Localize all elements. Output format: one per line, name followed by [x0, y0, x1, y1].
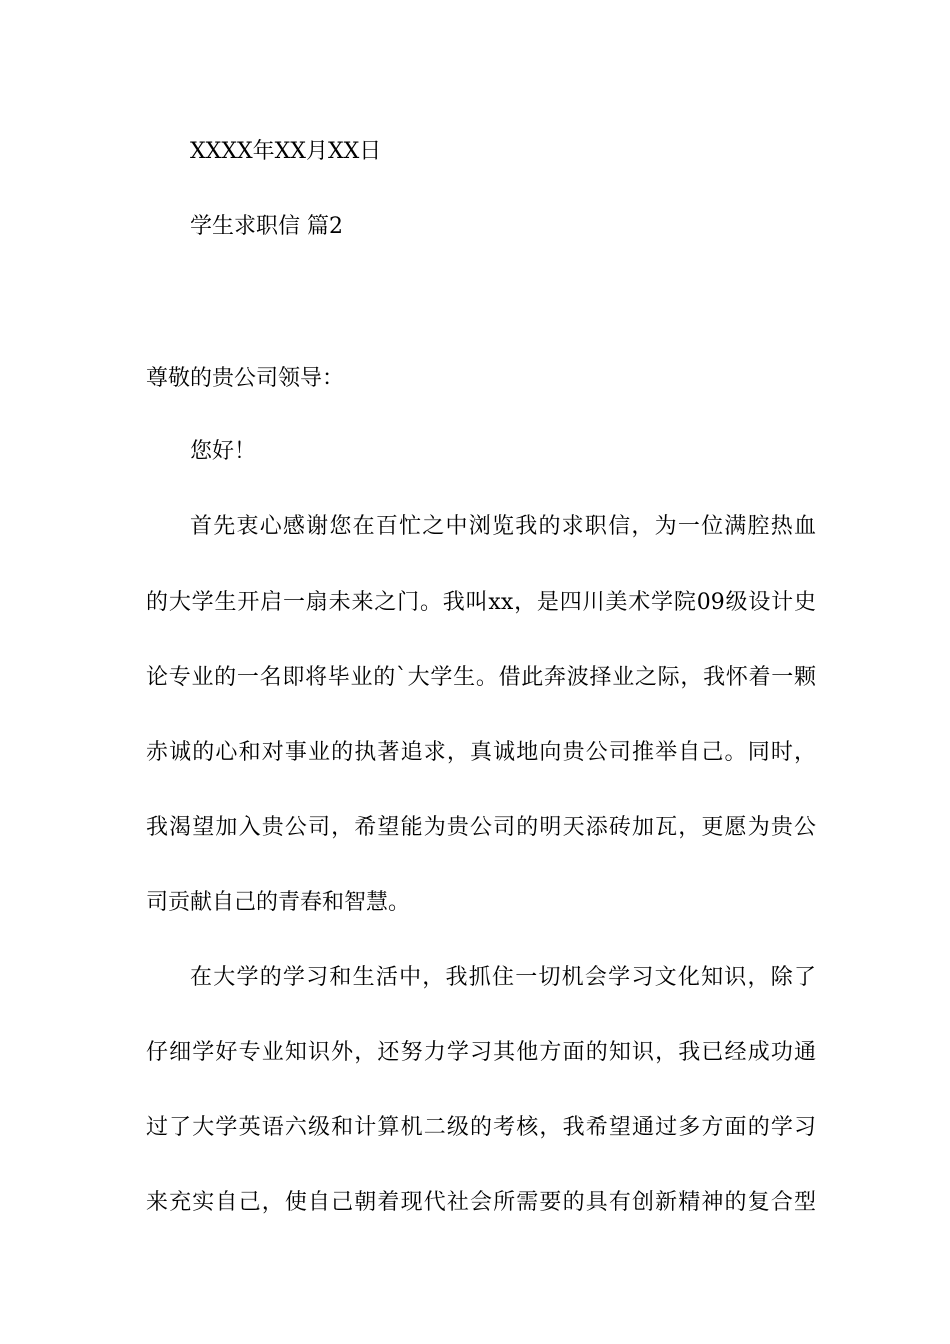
paragraph-2-line-2: 仔细学好专业知识外，还努力学习其他方面的知识，我已经成功通	[146, 1040, 816, 1065]
paragraph-1-line-5: 我渴望加入贵公司，希望能为贵公司的明天添砖加瓦，更愿为贵公	[146, 815, 816, 840]
salutation: 尊敬的贵公司领导：	[146, 366, 345, 391]
paragraph-1-line-4: 赤诚的心和对事业的执著追求，真诚地向贵公司推举自己。同时，	[146, 740, 816, 765]
greeting: 您好！	[190, 439, 257, 464]
date-line: XXXX年XX月XX日	[190, 139, 382, 164]
paragraph-1-line-6: 司贡献自己的青春和智慧。	[146, 890, 411, 915]
paragraph-2-line-3: 过了大学英语六级和计算机二级的考核，我希望通过多方面的学习	[146, 1115, 816, 1140]
section-heading: 学生求职信 篇2	[190, 214, 343, 239]
paragraph-2-line-1: 在大学的学习和生活中，我抓住一切机会学习文化知识，除了	[190, 965, 816, 990]
paragraph-1-line-3: 论专业的一名即将毕业的`大学生。借此奔波择业之际，我怀着一颗	[146, 665, 816, 690]
paragraph-1-line-2: 的大学生开启一扇未来之门。我叫xx，是四川美术学院09级设计史	[146, 590, 816, 615]
paragraph-1-line-1: 首先衷心感谢您在百忙之中浏览我的求职信，为一位满腔热血	[190, 514, 816, 539]
paragraph-2-line-4: 来充实自己，使自己朝着现代社会所需要的具有创新精神的复合型	[146, 1190, 816, 1215]
